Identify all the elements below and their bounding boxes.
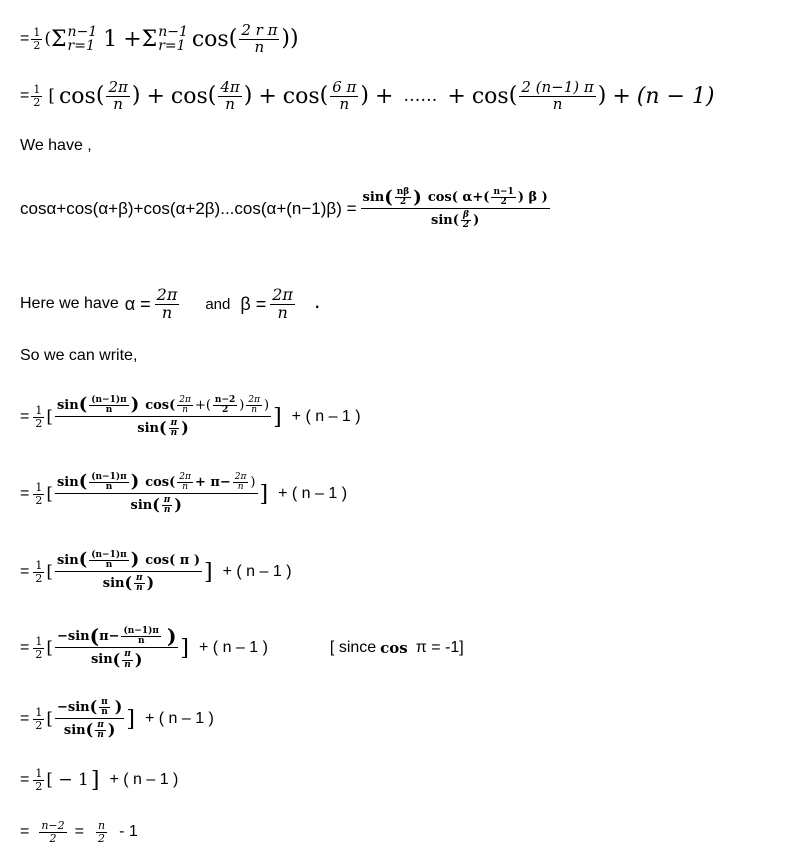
step-3: = $\frac{1}{2}$ [ sin ( $\frac{(n-1)\pi}{n}$ ) cos( π ) sin ( $\frac{\pi}{n}$ ) ] + ( n – 1 ) <box>20 549 292 593</box>
step-1: = $\frac{1}{2}$ [ sin ( $\frac{(n-1)\pi}{n}$ ) cos( $\frac{2\pi}{n}$ +( $\frac{n-2}{2}$ ) $\frac{2\pi}{n}$ ) sin ( $\frac{\pi}{n}$ ) ] + ( n – 1 ) <box>20 394 361 438</box>
plus-sign: + <box>123 26 142 52</box>
step-5: = $\frac{1}{2}$ [ −sin ( $\frac{\pi}{n}$ ) sin ( $\frac{\pi}{n}$ ) ] + ( n – 1 ) <box>20 696 214 740</box>
term-one: 1 <box>103 26 118 52</box>
equals-sign: = <box>20 30 30 47</box>
we-have-text: We have , <box>20 137 92 154</box>
identity-line <box>20 178 552 240</box>
equation-line-2: = $\frac{1}{2}$ [ cos ( $\frac{2\pi}{n}$ ) + cos ( $\frac{4\pi}{n}$ ) + cos ( $\frac{6 \pi}{n}$ ) + …… + cos ( $\frac{2 (n-1) \pi}{n}$ ) + (n − 1) <box>20 77 715 113</box>
step-7: = $\frac{n-2}{2}$ = $\frac{n}{2}$ - 1 <box>20 818 138 845</box>
half-fraction: $\frac{1}{2}$ <box>33 25 41 52</box>
cos-function: cos <box>191 26 229 52</box>
here-we-have-line: Here we have α = $\frac{2\pi}{n}$ and β = $\frac{2\pi}{n}$ . <box>20 284 320 322</box>
step-2: = $\frac{1}{2}$ [ sin ( $\frac{(n-1)\pi}{n}$ ) cos( $\frac{2\pi}{n}$ + π− $\frac{2\pi}{n}$ ) sin ( $\frac{\pi}{n}$ ) ] + ( n – 1 ) <box>20 471 348 515</box>
step-4: = $\frac{1}{2}$ [ −sin ( π− $\frac{(n-1)\pi}{n}$ ) sin ( $\frac{\pi}{n}$ ) ] + ( n – 1 ) [ since cos π = -1] <box>20 624 464 670</box>
step-6: = $\frac{1}{2}$ [ − 1 ] + ( n – 1 ) <box>20 766 179 793</box>
summation-1: Σ n−1 r=1 <box>50 24 98 54</box>
summation-2: Σ n−1 r=1 <box>141 24 188 54</box>
half-fraction: $\frac{1}{2}$ <box>33 82 41 109</box>
ellipsis: …… <box>403 86 438 106</box>
fraction-2rpi-n: $\frac{\text{2 r π}}{n}$ <box>241 20 278 56</box>
identity-lhs: cosα+cos(α+β)+cos(α+2β)...cos(α+(n−1)β) = <box>20 199 357 218</box>
identity-rhs: sin ( $\frac{n\beta}{2}$ ) cos( α+( $\frac{n-1}{2}$ ) β ) sin( $\frac{\beta}{2}$ ) <box>362 186 548 230</box>
since-note: [ since cos π = -1] <box>329 639 464 657</box>
so-we-can-write-text: So we can write, <box>20 347 138 364</box>
open-paren: ( <box>44 29 51 49</box>
equation-line-1: = $\frac{1}{2}$ ( Σ n−1 r=1 1 + Σ n−1 r=1 cos ( $\frac{\text{2 r π}}{n}$ )) <box>20 20 299 56</box>
closing-parens: )) <box>281 26 299 51</box>
tail-term: (n − 1) <box>636 83 715 109</box>
